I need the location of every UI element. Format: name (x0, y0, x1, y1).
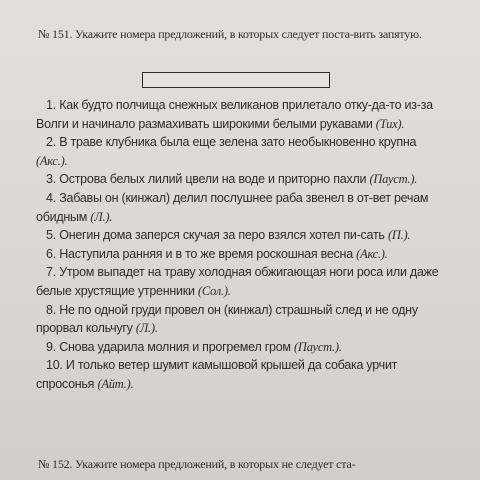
sentence-7 (36, 263, 446, 300)
sentence-source: (Айт.). (97, 376, 134, 391)
sentence-source: (Сол.). (197, 283, 231, 298)
sentence-text: Утром выпадет на траву холодная обжигающая ноги роса или даже белые хрустящие утренники (36, 265, 439, 298)
sentence-text: Не по одной груди провел он (кинжал) страшный след и не одну прорвал кольчугу (36, 302, 418, 336)
sentence-text: И только ветер шумит камышовой крышей да собака урчит спросонья (36, 358, 398, 391)
sentence-text: Острова белых лилий цвели на воде и приторно пахли (59, 172, 367, 187)
sentence-text: Наступила ранняя и в то же время роскошная весна (59, 246, 353, 261)
sentence-source: (Л.). (90, 209, 113, 224)
sentence-source: (Тих). (375, 116, 405, 131)
sentence-number: 2. (46, 135, 56, 150)
sentence-number: 9. (46, 339, 56, 354)
sentence-source: (Пауст.). (294, 339, 342, 354)
answer-box[interactable] (142, 72, 330, 88)
sentence-source: (Пауст.). (369, 172, 418, 187)
sentence-3 (36, 170, 446, 189)
sentence-number: 1. (46, 98, 56, 112)
sentence-number: 3. (46, 172, 56, 187)
sentence-9 (36, 338, 446, 357)
task-152-heading: № 152. Укажите номера предложений, в которых не следует ста- (38, 457, 356, 471)
sentence-text: Как будто полчища снежных великанов прилетало отку-да-то из-за Волги и начинало размахивать широкими белыми рукавами (36, 98, 433, 131)
sentence-5 (36, 226, 446, 245)
sentence-4 (36, 189, 446, 226)
sentence-1 (36, 96, 446, 133)
sentence-number: 5. (46, 228, 56, 243)
sentence-text: Снова ударила молния и прогремел гром (59, 339, 291, 354)
sentence-8 (36, 301, 446, 338)
task-151-heading: № 151. Укажите номера предложений, в которых следует поста-вить запятую. (38, 27, 422, 41)
sentence-source: (П.). (387, 228, 411, 243)
sentence-2 (36, 133, 446, 170)
sentence-text: Онегин дома заперся скучая за перо взялся хотел пи-сать (59, 228, 385, 243)
sentence-number: 7. (46, 265, 56, 280)
sentence-10 (36, 356, 446, 393)
sentence-number: 6. (46, 246, 56, 261)
sentence-list (36, 96, 446, 394)
sentence-source: (Акс.). (36, 153, 68, 168)
sentence-source: (Акс.). (356, 246, 388, 261)
sentence-number: 4. (46, 190, 56, 205)
sentence-number: 8. (46, 302, 56, 317)
sentence-source: (Л.). (135, 321, 158, 336)
sentence-number: 10. (46, 358, 63, 373)
sentence-6 (36, 245, 446, 264)
sentence-text: Забавы он (кинжал) делил послушнее раба звенел в от-вет речам обидным (36, 190, 429, 224)
sentence-text: В траве клубника была еще зелена зато необыкновенно крупна (59, 135, 417, 150)
